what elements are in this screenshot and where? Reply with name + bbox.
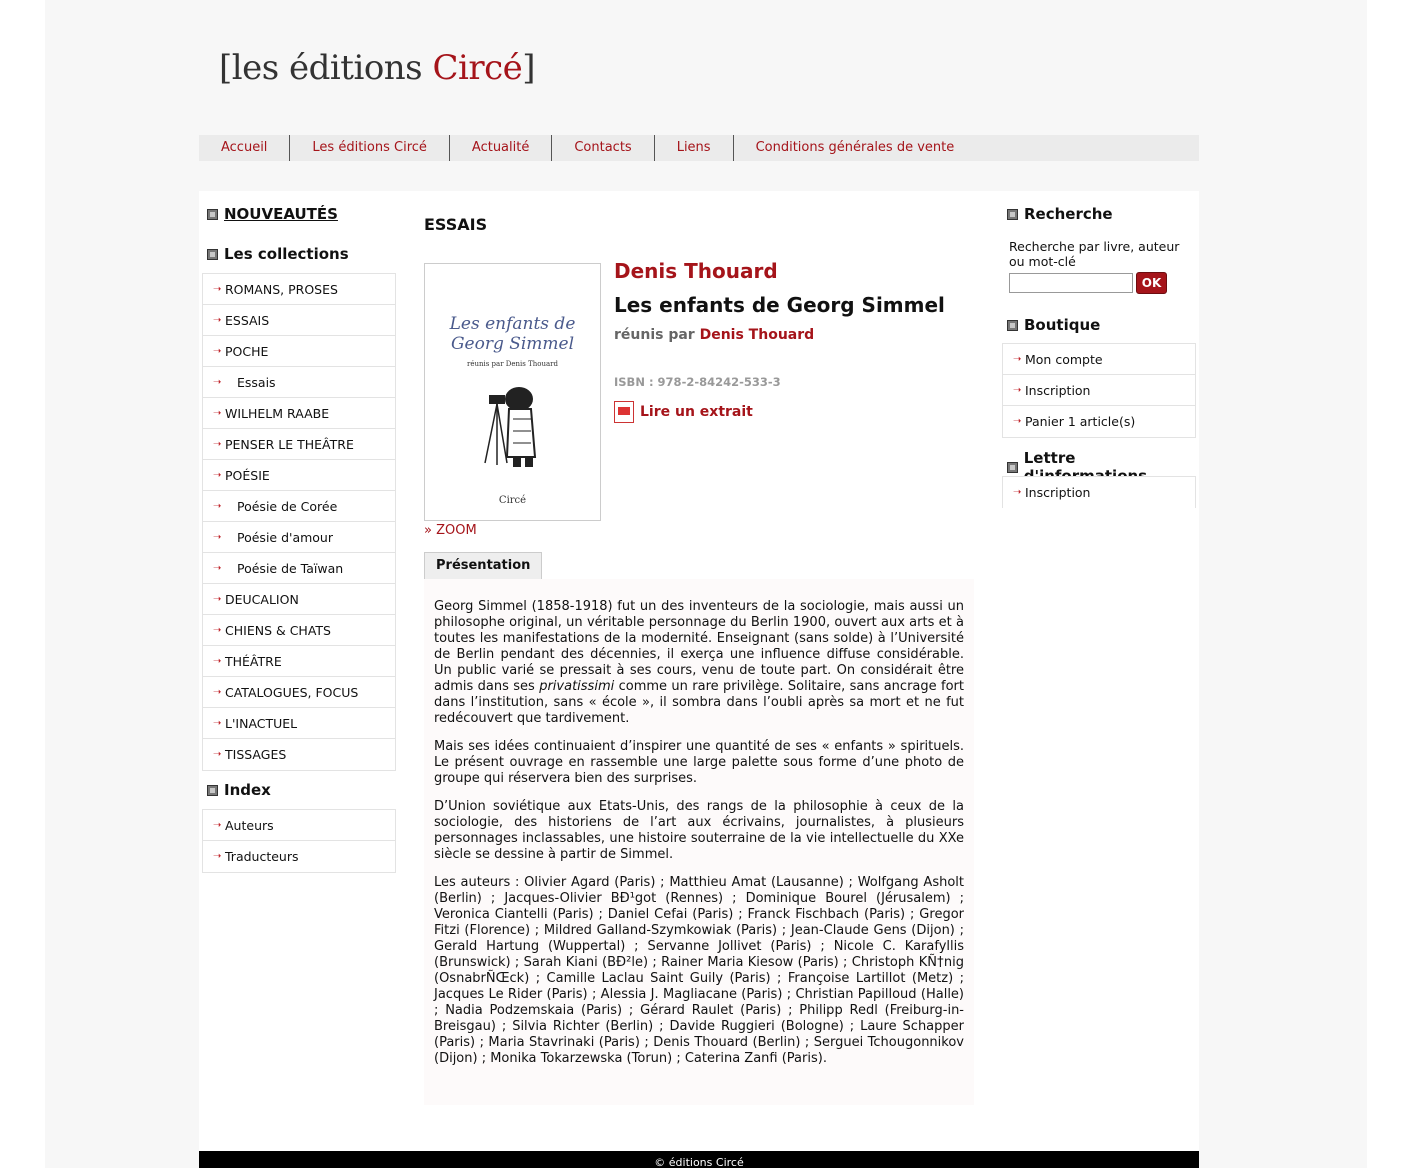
arrow-right-icon: ➝ bbox=[213, 376, 222, 388]
collection-item[interactable]: ➝ THÉÂTRE bbox=[203, 646, 395, 677]
collection-item[interactable]: ➝ PENSER LE THEÂTRE bbox=[203, 429, 395, 460]
index-heading: Index bbox=[207, 781, 271, 799]
paragraph: Mais ses idées continuaient d’inspirer une quantité de ses « enfants » spirituels. Le présent ouvrage en rassemble une large palette sous forme d’une photo de groupe qui réservera bien des surprises. bbox=[434, 739, 964, 786]
cover-subtitle: réunis par Denis Thouard bbox=[466, 360, 558, 368]
edited-by: réunis par Denis Thouard bbox=[614, 327, 815, 343]
nav-actualite[interactable]: Actualité bbox=[450, 135, 552, 161]
collection-item[interactable]: ➝ POCHE bbox=[203, 336, 395, 367]
arrow-right-icon: ➝ bbox=[213, 407, 222, 419]
footer: © éditions Circé bbox=[199, 1151, 1199, 1168]
search-label: Recherche par livre, auteur ou mot-clé bbox=[1009, 239, 1180, 269]
boutique-inscription[interactable]: ➝ Inscription bbox=[1003, 375, 1195, 406]
pdf-icon bbox=[614, 401, 634, 423]
section-bullet-icon bbox=[1007, 462, 1018, 473]
isbn: ISBN : 978-2-84242-533-3 bbox=[614, 375, 781, 389]
arrow-right-icon: ➝ bbox=[1013, 353, 1022, 365]
arrow-right-icon: ➝ bbox=[213, 851, 222, 862]
boutique-heading: Boutique bbox=[1007, 316, 1100, 334]
arrow-right-icon: ➝ bbox=[213, 686, 222, 698]
collection-item[interactable]: ➝ POÉSIE bbox=[203, 460, 395, 491]
arrow-right-icon: ➝ bbox=[213, 624, 222, 636]
content-area bbox=[199, 191, 1199, 1151]
photographer-illustration-icon bbox=[473, 379, 553, 469]
arrow-right-icon: ➝ bbox=[213, 531, 222, 543]
index-menu bbox=[202, 809, 396, 873]
cover-publisher: Circé bbox=[498, 495, 527, 506]
section-title: ESSAIS bbox=[424, 215, 488, 234]
collections-menu bbox=[202, 273, 396, 771]
paragraph: D’Union soviétique aux Etats-Unis, des rangs de la philosophie à ceux de la sociologie, des historiens de l’art aux écrivains, journalistes, à plusieurs personnages inclassables, une histoire souterraine de la vie intellectuelle du XXe siècle se dessine à partir de Simmel. bbox=[434, 799, 964, 862]
search-ok-button[interactable]: OK bbox=[1136, 272, 1167, 294]
boutique-menu bbox=[1002, 343, 1196, 438]
section-bullet-icon bbox=[207, 785, 218, 796]
collection-item[interactable]: ➝ DEUCALION bbox=[203, 584, 395, 615]
presentation-text bbox=[424, 579, 974, 1105]
collection-item[interactable]: ➝ CHIENS & CHATS bbox=[203, 615, 395, 646]
editor-link[interactable]: Denis Thouard bbox=[699, 327, 815, 343]
zoom-link[interactable]: » ZOOM bbox=[424, 523, 477, 538]
nav-liens[interactable]: Liens bbox=[655, 135, 734, 161]
collection-item[interactable]: ➝ TISSAGES bbox=[213, 747, 287, 762]
arrow-right-icon: ➝ bbox=[213, 593, 222, 605]
nav-contacts[interactable]: Contacts bbox=[552, 135, 654, 161]
nav-cgv[interactable]: Conditions générales de vente bbox=[755, 140, 955, 155]
nav-editions-circe[interactable]: Les éditions Circé bbox=[290, 135, 449, 161]
search-input[interactable] bbox=[1009, 273, 1133, 293]
arrow-right-icon: ➝ bbox=[213, 469, 222, 481]
lettre-menu bbox=[1002, 476, 1196, 508]
cover-title: Les enfants de Georg Simmel bbox=[449, 314, 576, 354]
index-item-auteurs[interactable]: ➝ Auteurs bbox=[203, 810, 395, 841]
nav-accueil[interactable]: Accueil bbox=[199, 135, 290, 161]
arrow-right-icon: ➝ bbox=[213, 438, 222, 450]
tab-presentation[interactable]: Présentation bbox=[424, 552, 542, 579]
section-bullet-icon bbox=[1007, 320, 1018, 331]
nouveautes-link[interactable]: NOUVEAUTÉS bbox=[207, 205, 338, 223]
paragraph: Georg Simmel (1858-1918) fut un des inventeurs de la sociologie, mais aussi un philosophe original, un véritable personnage du Berlin 1900, ouvert aux arts et à toutes les manifestations de la modernité. Enseignant (sans solde) à l’Université de Berlin pendant des décennies, il exerça une influence diffuse considérable. Un public varié se pressait à ses cours, venu de toute part. On considérait être admis dans ses privatissimi comme un rare privilège. Solitaire, sans ancrage fort dans l’institution, sans « école », il sombra dans l’oubli après sa mort et ne fut redécouvert que tardivement. bbox=[434, 599, 964, 726]
book-cover[interactable] bbox=[424, 263, 601, 521]
arrow-right-icon: ➝ bbox=[213, 655, 222, 667]
collection-item[interactable]: ➝ Poésie d'amour bbox=[203, 522, 395, 553]
collection-item[interactable]: ➝ Poésie de Corée bbox=[203, 491, 395, 522]
collection-item[interactable]: ➝ WILHELM RAABE bbox=[203, 398, 395, 429]
lettre-inscription[interactable]: ➝ Inscription bbox=[1013, 485, 1091, 500]
recherche-heading: Recherche bbox=[1007, 205, 1113, 223]
arrow-right-icon: ➝ bbox=[1013, 487, 1022, 498]
section-bullet-icon bbox=[1007, 209, 1018, 220]
boutique-panier[interactable]: ➝ Panier 1 article(s) bbox=[1013, 414, 1136, 429]
collection-item[interactable]: ➝ ESSAIS bbox=[203, 305, 395, 336]
arrow-right-icon: ➝ bbox=[213, 345, 222, 357]
book-author[interactable]: Denis Thouard bbox=[614, 259, 778, 283]
collection-item[interactable]: ➝ ROMANS, PROSES bbox=[203, 274, 395, 305]
arrow-right-icon: ➝ bbox=[213, 819, 222, 831]
arrow-right-icon: ➝ bbox=[213, 562, 222, 574]
arrow-right-icon: ➝ bbox=[213, 314, 222, 326]
collection-item[interactable]: ➝ Poésie de Taïwan bbox=[203, 553, 395, 584]
read-extract-link[interactable]: Lire un extrait bbox=[614, 401, 753, 423]
index-item-traducteurs[interactable]: ➝ Traducteurs bbox=[213, 849, 299, 864]
collection-item[interactable]: ➝ L'INACTUEL bbox=[203, 708, 395, 739]
book-title: Les enfants de Georg Simmel bbox=[614, 293, 945, 317]
collection-item[interactable]: ➝ Essais bbox=[203, 367, 395, 398]
arrow-right-icon: ➝ bbox=[1013, 384, 1022, 396]
collection-item[interactable]: ➝ CATALOGUES, FOCUS bbox=[203, 677, 395, 708]
site-logo[interactable]: [les éditions Circé] bbox=[219, 48, 536, 88]
section-bullet-icon bbox=[207, 249, 218, 260]
main-nav bbox=[199, 135, 1199, 161]
paragraph: Les auteurs : Olivier Agard (Paris) ; Matthieu Amat (Lausanne) ; Wolfgang Asholt (Berlin) ; Jacques-Olivier BÐ¹got (Rennes) ; Dominique Bourel (Jérusalem) ; Veronica Ciantelli (Paris) ; Daniel Cefai (Paris) ; Franck Fischbach (Paris) ; Gregor Fitzi (Florence) ; Mildred Galland-Szymkowiak (Paris) ; Jean-Claude Gens (Dijon) ; Gerald Hartung (Wuppertal) ; Servanne Jollivet (Paris) ; Nicole C. Karafyllis (Brunswick) ; Sarah Kiani (BÐ²le) ; Rainer Maria Kiesow (Paris) ; Christoph KÑ†nig (OsnabrÑŒck) ; Camille Laclau Saint Guily (Paris) ; Françoise Lartillot (Metz) ; Jacques Le Rider (Paris) ; Alessia J. Magliacane (Paris) ; Christian Papilloud (Halle) ; Nadia Podzemskaia (Paris) ; Gérard Raulet (Paris) ; Philipp Redl (Freiburg-in-Breisgau) ; Silvia Richter (Berlin) ; Davide Ruggieri (Bologne) ; Laure Schapper (Paris) ; Maria Stavrinaki (Paris) ; Denis Thouard (Berlin) ; Serguei Tchougonnikov (Dijon) ; Monika Tokarzewska (Torun) ; Caterina Zanfi (Paris). bbox=[434, 875, 964, 1066]
arrow-right-icon: ➝ bbox=[213, 749, 222, 760]
arrow-right-icon: ➝ bbox=[213, 717, 222, 729]
section-bullet-icon bbox=[207, 209, 218, 220]
boutique-mon-compte[interactable]: ➝ Mon compte bbox=[1003, 344, 1195, 375]
arrow-right-icon: ➝ bbox=[1013, 416, 1022, 427]
arrow-right-icon: ➝ bbox=[213, 500, 222, 512]
arrow-right-icon: ➝ bbox=[213, 283, 222, 295]
lettre-heading: Lettre bbox=[1007, 449, 1199, 485]
collections-heading: Les collections bbox=[207, 245, 349, 263]
